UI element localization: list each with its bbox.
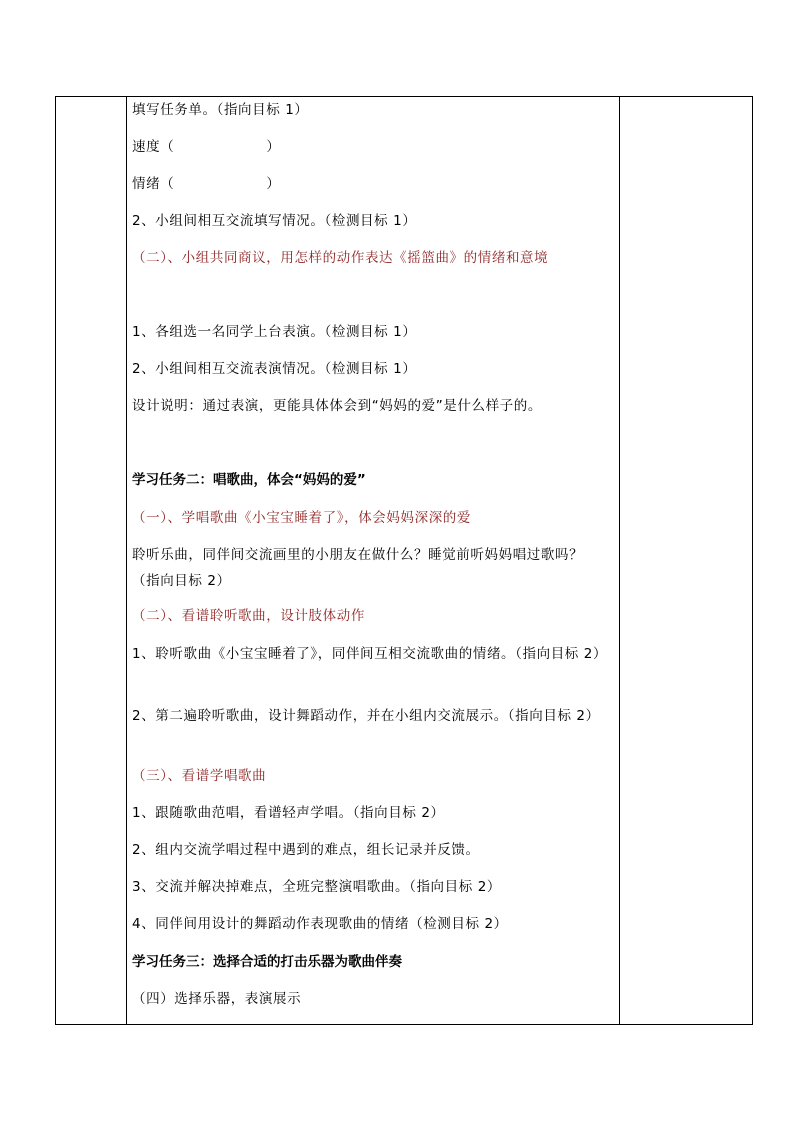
section-heading-listen-design: （二）、看谱聆听歌曲，设计肢体动作	[132, 608, 365, 624]
emotion-close: ）	[266, 176, 281, 192]
table-column-divider-right	[619, 97, 620, 1024]
follow-singing-line: 1、跟随歌曲范唱，看谱轻声学唱。（指向目标 2）	[132, 805, 445, 821]
task-three-heading: 学习任务三：选择合适的打击乐器为歌曲伴奏	[132, 954, 402, 970]
speed-close: ）	[266, 139, 281, 155]
emotion-label: 情绪（	[132, 176, 175, 192]
section-heading-learn-sing: （三）、看谱学唱歌曲	[132, 768, 267, 784]
solve-difficulty-line: 3、交流并解决掉难点，全班完整演唱歌曲。（指向目标 2）	[132, 879, 502, 895]
design-note-line: 设计说明：通过表演，更能具体体会到“妈妈的爱”是什么样子的。	[132, 398, 542, 414]
dance-emotion-line: 4、同伴间用设计的舞蹈动作表现歌曲的情绪（检测目标 2）	[132, 916, 508, 932]
listen-music-paragraph: 聆听乐曲，同伴间交流画里的小朋友在做什么？睡觉前听妈妈唱过歌吗？（指向目标 2）	[132, 547, 584, 589]
speed-fill-line	[132, 136, 280, 158]
select-instrument-line: （四）选择乐器，表演展示	[132, 991, 302, 1007]
emotion-fill-line	[132, 173, 280, 195]
exchange-fill-line: 2、小组间相互交流填写情况。（检测目标 1）	[132, 213, 417, 229]
section-heading-discuss-actions: （二）、小组共同商议，用怎样的动作表达《摇篮曲》的情绪和意境	[132, 250, 549, 266]
listen-song-paragraph: 1、聆听歌曲《小宝宝睡着了》，同伴间互相交流歌曲的情绪。（指向目标 2）	[132, 646, 608, 662]
section-heading-learn-song: （一）、学唱歌曲《小宝宝睡着了》，体会妈妈深深的爱	[132, 510, 471, 526]
speed-label: 速度（	[132, 139, 175, 155]
dance-design-paragraph: 2、第二遍聆听歌曲，设计舞蹈动作，并在小组内交流展示。（指向目标 2）	[132, 708, 600, 724]
perform-on-stage-line: 1、各组选一名同学上台表演。（检测目标 1）	[132, 324, 417, 340]
task-two-heading: 学习任务二：唱歌曲，体会“妈妈的爱”	[132, 472, 366, 488]
group-difficulty-line: 2、组内交流学唱过程中遇到的难点，组长记录并反馈。	[132, 842, 480, 858]
exchange-performance-line: 2、小组间相互交流表演情况。（检测目标 1）	[132, 361, 417, 377]
table-column-divider-left	[126, 97, 127, 1024]
task-sheet-line: 填写任务单。（指向目标 1）	[132, 102, 309, 118]
